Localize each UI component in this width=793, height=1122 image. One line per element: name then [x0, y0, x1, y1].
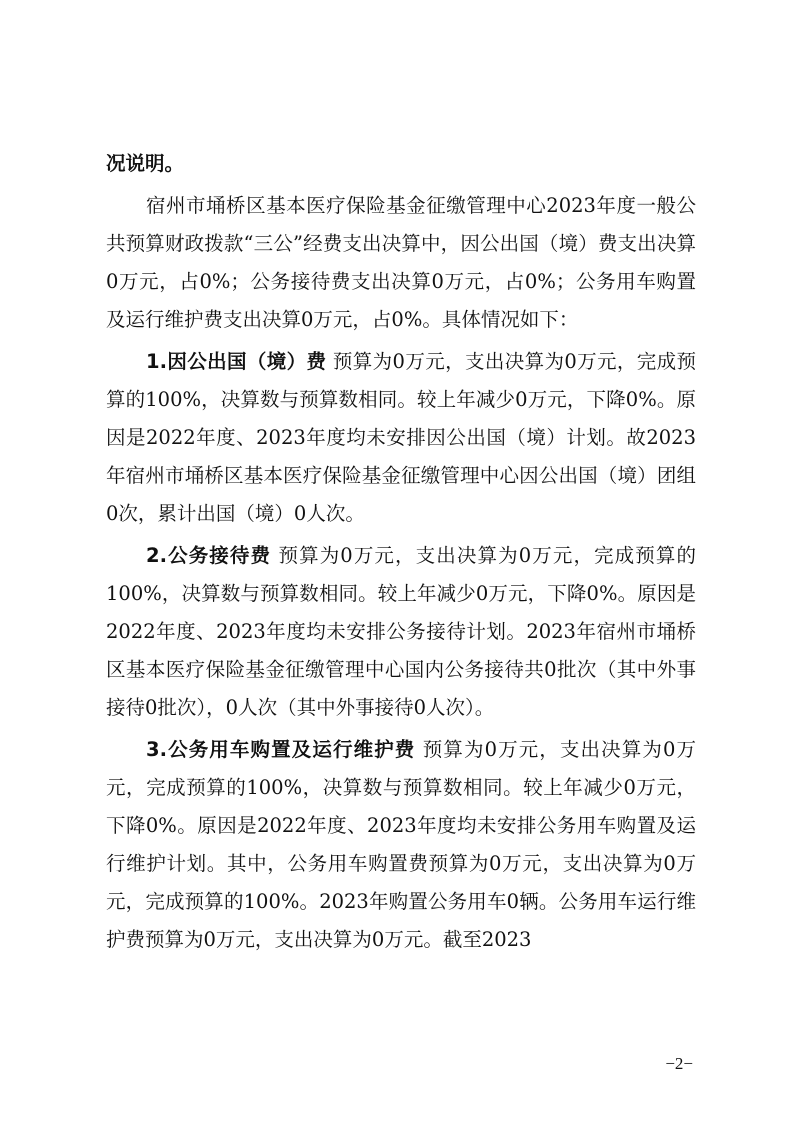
document-body [106, 145, 696, 959]
paragraph-text: 预算为0万元，支出决算为0万元，完成预算的100%，决算数与预算数相同。较上年减少0万元，下降0%。原因是2022年度、2023年度均未安排公务接待计划。2023年宿州市埇桥区基本医疗保险基金征缴管理中心国内公务接待共0批次（其中外事接待0批次），0人次（其中外事接待0人次）。 [106, 544, 697, 719]
paragraph-lead: 1.因公出国（境）费 [146, 350, 327, 373]
paragraph-overseas-travel [106, 343, 696, 533]
paragraph-official-reception [106, 537, 696, 727]
paragraph-lead: 2.公务接待费 [146, 544, 272, 567]
page-number: −2− [665, 1054, 693, 1073]
paragraph-text: 宿州市埇桥区基本医疗保险基金征缴管理中心2023年度一般公共预算财政拨款“三公”经费支出决算中，因公出国（境）费支出决算0万元，占0%；公务接待费支出决算0万元，占0%；公务用车购置及运行维护费支出决算0万元，占0%。具体情况如下： [106, 194, 696, 331]
paragraph-official-vehicles [106, 731, 696, 959]
paragraph-text: 预算为0万元，支出决算为0万元，完成预算的100%，决算数与预算数相同。较上年减少0万元，下降0%。原因是2022年度、2023年度均未安排因公出国（境）计划。故2023年宿州市埇桥区基本医疗保险基金征缴管理中心因公出国（境）团组0次，累计出国（境）0人次。 [106, 350, 696, 525]
paragraph-text: 预算为0万元，支出决算为0万元，完成预算的100%，决算数与预算数相同。较上年减少0万元，下降0%。原因是2022年度、2023年度均未安排公务用车购置及运行维护计划。其中，公务用车购置费预算为0万元，支出决算为0万元，完成预算的100%。2023年购置公务用车0辆。公务用车运行维护费预算为0万元，支出决算为0万元。截至2023 [106, 738, 696, 951]
paragraph-summary [106, 187, 696, 339]
section-heading: 况说明。 [106, 152, 185, 175]
paragraph-lead: 3.公务用车购置及运行维护费 [146, 738, 416, 761]
